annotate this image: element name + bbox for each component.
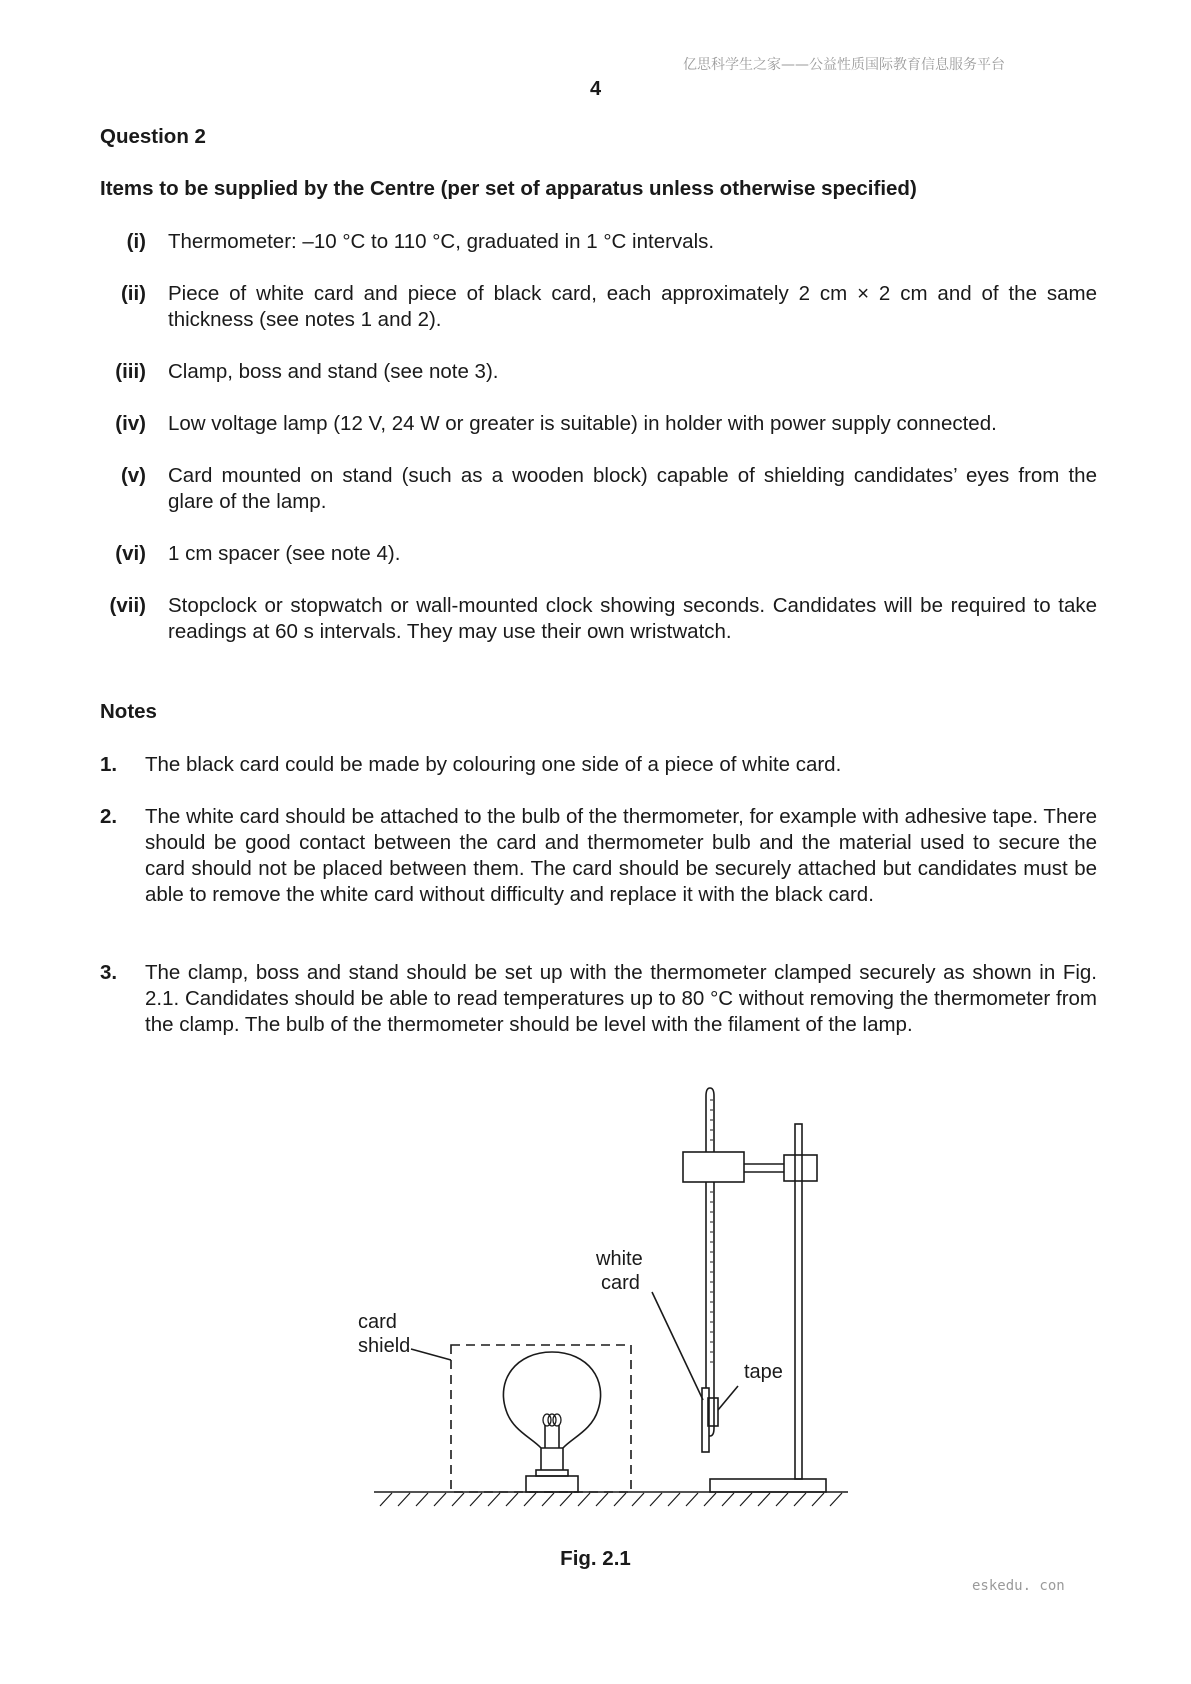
card-shield-leader (411, 1349, 451, 1360)
item-5 (100, 463, 1097, 515)
label-card-shield-line1: card (358, 1311, 397, 1333)
item-number: (v) (120, 464, 146, 487)
item-text: Low voltage lamp (12 V, 24 W or greater is suitable) in holder with power supply connected. (168, 412, 997, 435)
item-text: Clamp, boss and stand (see note 3). (168, 360, 499, 383)
item-text: Stopclock or stopwatch or wall-mounted clock showing seconds. Candidates will be required to take readings at 60 s intervals. They may use their own wristwatch. (168, 594, 1097, 643)
item-number: (iii) (115, 360, 146, 383)
item-number: (iv) (115, 412, 146, 435)
label-card-shield-line2: shield (358, 1335, 411, 1357)
footer-watermark: eskedu. con (972, 1578, 1065, 1594)
item-number: (ii) (120, 282, 146, 305)
item-text: 1 cm spacer (see note 4). (168, 542, 401, 565)
item-number: (vi) (115, 542, 146, 565)
stand-base (710, 1479, 826, 1492)
note-3 (100, 960, 1097, 1038)
item-4 (100, 411, 1097, 437)
white-card-leader (652, 1292, 703, 1400)
stand-rod (795, 1124, 802, 1479)
thermometer-scale (710, 1100, 713, 1362)
item-text: Card mounted on stand (such as a wooden block) capable of shielding candidates’ eyes from the glare of the lamp. (168, 464, 1097, 513)
note-number: 1. (100, 753, 118, 776)
item-3 (100, 359, 1097, 385)
note-number: 3. (100, 961, 118, 984)
question-title: Question 2 (100, 125, 206, 148)
item-text: Thermometer: –10 °C to 110 °C, graduated in 1 °C intervals. (168, 230, 715, 253)
note-1 (100, 752, 1097, 778)
notes-heading: Notes (100, 700, 157, 723)
ground-hatching (380, 1493, 842, 1506)
note-2 (100, 804, 1097, 908)
note-text: The white card should be attached to the bulb of the thermometer, for example with adhesive tape. There should be good contact between the card and thermometer bulb and the material used to secure the card should not be placed between them. The card should be securely attached but candidates must be able to remove the white card without difficulty and replace it with the black card. (145, 805, 1097, 906)
boss (784, 1155, 817, 1181)
clamp (683, 1152, 744, 1182)
lamp-filament (543, 1414, 561, 1426)
tape-leader (718, 1386, 738, 1410)
item-1 (100, 229, 1097, 255)
item-7 (100, 593, 1097, 645)
label-tape: tape (744, 1361, 783, 1383)
item-number: (i) (126, 230, 146, 253)
note-text: The clamp, boss and stand should be set up with the thermometer clamped securely as shown in Fig. 2.1. Candidates should be able to read temperatures up to 80 °C without removing the thermometer from the clamp. The bulb of the thermometer should be level with the filament of the lamp. (145, 961, 1097, 1036)
header-watermark: 亿思科学生之家——公益性质国际教育信息服务平台 (683, 57, 1005, 73)
note-text: The black card could be made by colouring one side of a piece of white card. (145, 753, 842, 776)
figure-caption: Fig. 2.1 (560, 1547, 631, 1570)
item-2 (100, 281, 1097, 333)
apparatus-diagram (340, 1080, 860, 1520)
note-number: 2. (100, 805, 118, 828)
item-text: Piece of white card and piece of black card, each approximately 2 cm × 2 cm and of the same thickness (see notes 1 and 2). (168, 282, 1097, 331)
item-6 (100, 541, 1097, 567)
lamp (503, 1352, 600, 1492)
item-number: (vii) (109, 594, 146, 617)
label-white-card-line2: card (601, 1272, 640, 1294)
items-heading: Items to be supplied by the Centre (per set of apparatus unless otherwise specified) (100, 177, 917, 200)
page-number: 4 (589, 78, 602, 100)
label-white-card-line1: white (596, 1248, 643, 1270)
